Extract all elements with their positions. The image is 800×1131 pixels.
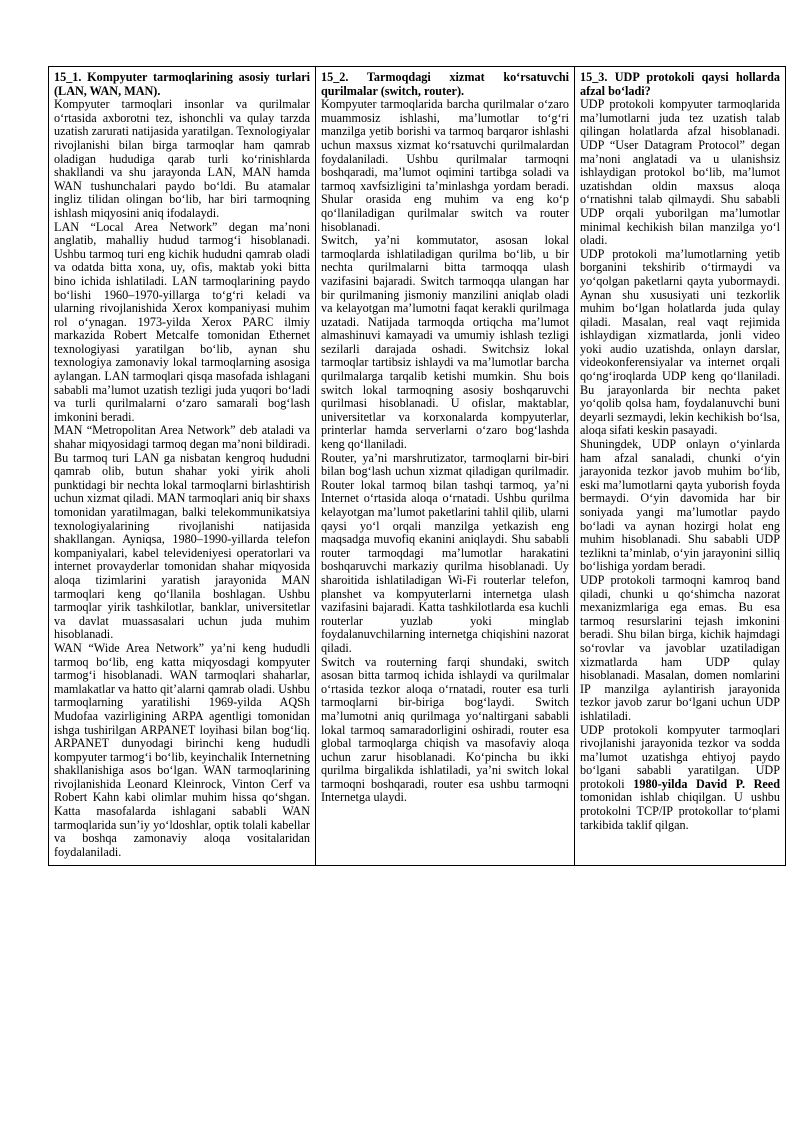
paragraph-15-3-3: Shuningdek, UDP onlayn o‘yinlarda ham afzal sanaladi, chunki o‘yin jarayonida tezkor javob muhim bo‘lib, eski ma’lumotlarni qayta yuborish foyda bermaydi. O‘yin davomida har bir soniyada yangi ma’lumotlar paydo bo‘ladi va aynan hozirgi holat eng muhim hisoblanadi. Shu sababli UDP tezlikni ta’minlab, o‘yin jarayonini silliq bo‘lishiga yordam beradi. xyxy=(580,437,780,574)
paragraph-15-2-3: Router, ya’ni marshrutizator, tarmoqlarni bir-biri bilan bog‘lash uchun xizmat qiladigan qurilmadir. Router lokal tarmoq bilan tashqi tarmoq, ya’ni Internet o‘rtasida aloqa o‘rnatadi. Ushbu qurilma kelayotgan ma’lumot paketlarini tahlil qilib, ularni qaysi yo‘l orqali manzilga yetkazish eng maqsadga muvofiq ekanini aniqlaydi. Shu sababli router tarmoqdagi ma’lumotlar harakatini boshqaruvchi markaziy qurilma hisoblanadi. Uy sharoitida ishlatiladigan Wi-Fi routerlar telefon, planshet va kompyuterlarni internetga ulash vazifasini bajaradi. Katta tashkilotlarda esa kuchli routerlar yuzlab yoki minglab foydalanuvchilarning internetga chiqishini nazorat qiladi. xyxy=(321,450,569,655)
three-column-content-table xyxy=(48,66,786,866)
paragraph-15-2-1: Kompyuter tarmoqlarida barcha qurilmalar o‘zaro muammosiz ishlashi, ma’lumotlar to‘g‘ri manzilga yetib borishi va tarmoq barqaror ishlashi uchun maxsus xizmat ko‘rsatuvchi qurilmalardan foydalaniladi. Ushbu qurilmalar tarmoqni boshqaradi, ma’lumot oqimini tartibga soladi va tarmoq xavfsizligini ta’minlashga yordam beradi. Shular orasida eng muhim va eng ko‘p qo‘llaniladigan qurilmalar switch va router hisoblanadi. xyxy=(321,97,569,234)
final-text-before-bold: UDP protokoli kompyuter tarmoqlari rivojlanishi jarayonida tezkor va sodda ma’lumot uzatishga ehtiyoj paydo bo‘lgani sababli yaratilgan. UDP protokoli xyxy=(580,722,780,791)
cell-content-15-1 xyxy=(54,71,310,859)
question-heading-15-2: 15_2. Tarmoqdagi xizmat ko‘rsatuvchi qurilmalar (switch, router). xyxy=(321,70,569,98)
table-cell-question-15-2 xyxy=(316,67,575,866)
paragraph-15-3-5-final xyxy=(580,724,780,833)
paragraph-15-2-4: Switch va routerning farqi shundaki, switch asosan bitta tarmoq ichida ishlaydi va qurilmalar o‘rtasida tezkor aloqa o‘rnatadi, router esa turli tarmoqlarni bir-biriga bog‘laydi. Switch ma’lumotni aniq qurilmaga yo‘naltirgani sababli lokal tarmoq samaradorligini oshiradi, router esa global tarmoqlarga chiqish va masofaviy aloqa uchun zarur hisoblanadi. Ko‘pincha bu ikki qurilma birgalikda ishlatiladi, ya’ni switch lokal tarmoqni boshqaradi, router esa ushbu tarmoqni Internetga ulaydi. xyxy=(321,654,569,805)
paragraph-15-3-2: UDP protokoli ma’lumotlarning yetib borganini tekshirib o‘tirmaydi va yo‘qolgan paketlarni qayta yubormaydi. Aynan shu xususiyati uni tezkorlik muhim bo‘lgan holatlarda juda qulay qiladi. Masalan, real vaqt rejimida ishlaydigan xizmatlarda, jonli video yoki audio uzatishda, onlayn darslar, videokonferensiyalar va internet orqali qo‘ng‘iroqlarda UDP keng qo‘llaniladi. Bu jarayonlarda bir nechta paket yo‘qolib qolsa ham, foydalanuvchi buni deyarli sezmaydi, lekin kechikish bo‘lsa, aloqa sifati keskin pasayadi. xyxy=(580,246,780,438)
paragraph-15-3-4: UDP protokoli tarmoqni kamroq band qiladi, chunki u qo‘shimcha nazorat mexanizmlariga ega emas. Bu esa tarmoq resurslarini tejash imkonini beradi. Shu bilan birga, kichik hajmdagi so‘rovlar va javoblar uzatiladigan xizmatlarda ham UDP qulay hisoblanadi. Masalan, domen nomlarini IP manzilga aylantirish jarayonida tezkor javob zarur bo‘lgani uchun UDP ishlatiladi. xyxy=(580,572,780,723)
question-heading-15-3: 15_3. UDP protokoli qaysi hollarda afzal bo‘ladi? xyxy=(580,70,780,98)
question-heading-15-1: 15_1. Kompyuter tarmoqlarining asosiy turlari (LAN, WAN, MAN). xyxy=(54,70,310,98)
paragraph-15-1-4: WAN “Wide Area Network” ya’ni keng hududli tarmoq bo‘lib, eng katta miqyosdagi kompyuter tarmog‘i hisoblanadi. WAN tarmoqlari shaharlar, mamlakatlar va hatto qit’alarni qamrab oladi. Ushbu tarmoqlarning yaratilishi 1969-yilda AQSh Mudofaa vazirligining ARPA agentligi tomonidan ishga tushirilgan ARPANET loyihasi bilan bog‘liq. ARPANET dunyodagi birinchi keng hududli kompyuter tarmog‘i bo‘lib, keyinchalik Internetning shakllanishiga asos bo‘lgan. WAN tarmoqlarining rivojlanishida Leonard Kleinrock, Vinton Cerf va Robert Kahn kabi olimlar muhim hissa qo‘shgan. Katta masofalarda ishlagani sababli WAN tarmoqlarida sun’iy yo‘ldoshlar, optik tolali kabellar va boshqa zamonaviy aloqa vositalaridan foydalaniladi. xyxy=(54,640,310,859)
paragraph-15-1-1: Kompyuter tarmoqlari insonlar va qurilmalar o‘rtasida axborotni tez, ishonchli va qulay tarzda uzatish zarurati natijasida yaratilgan. Texnologiyalar rivojlanishi bilan birga tarmoqlar ham qamrab oladigan hududiga qarab turli ko‘rinishlarda shakllandi va shu jarayonda LAN, MAN hamda WAN tushunchalari paydo bo‘ldi. Bu atamalar ingliz tilidan olingan bo‘lib, har biri tarmoqning ishlash miqyosini aniq ifodalaydi. xyxy=(54,97,310,220)
final-text-after-bold: tomonidan ishlab chiqilgan. U ushbu protokolni TCP/IP protokollar to‘plami tarkibida taklif qilgan. xyxy=(580,790,780,832)
cell-content-15-2 xyxy=(321,71,569,805)
paragraph-15-1-3: MAN “Metropolitan Area Network” deb ataladi va shahar miqyosidagi tarmoq degan ma’noni bildiradi. Bu tarmoq turi LAN ga nisbatan kengroq hududni qamrab olib, butun shahar yoki yirik aholi punktidagi bir nechta lokal tarmoqlarni birlashtirish uchun xizmat qiladi. MAN tarmoqlari aniq bir shaxs tomonidan yaratilmagan, balki telekommunikatsiya texnologiyalarining rivojlanishi natijasida shakllangan. Ayniqsa, 1980–1990-yillarda telefon kompaniyalari, kabel televideniyesi operatorlari va internet provayderlar tomonidan shahar miqyosida aloqa tizimlarini yaratish jarayonida MAN tarmoqlari keng qo‘llanila boshlagan. Ushbu tarmoqlar yirik tashkilotlar, banklar, universitetlar va davlat muassasalari uchun juda muhim hisoblanadi. xyxy=(54,423,310,642)
table-cell-question-15-3 xyxy=(575,67,786,866)
paragraph-15-1-2: LAN “Local Area Network” degan ma’noni anglatib, mahalliy hudud tarmog‘i hisoblanadi. Ushbu tarmoq turi eng kichik hududni qamrab oladi va odatda bitta xona, uy, ofis, maktab yoki bitta bino ichida ishlatiladi. LAN tarmoqlarining paydo bo‘lishi 1960–1970-yillarga to‘g‘ri keladi va ularning rivojlanishida Xerox kompaniyasi muhim rol o‘ynagan. 1973-yilda Xerox PARC ilmiy markazida Robert Metcalfe tomonidan Ethernet texnologiyasi yaratilgan bo‘lib, aynan shu texnologiya zamonaviy lokal tarmoqlarning asosiga aylangan. LAN tarmoqlari qisqa masofada ishlagani sababli ma’lumot uzatish tezligi juda yuqori bo‘ladi va turli qurilmalarni o‘zaro samarali bog‘lash imkonini beradi. xyxy=(54,219,310,424)
paragraph-15-2-2: Switch, ya’ni kommutator, asosan lokal tarmoqlarda ishlatiladigan qurilma bo‘lib, u bir nechta qurilmalarni bitta tarmoqqa ulash vazifasini bajaradi. Switch tarmoqqa ulangan har bir qurilmaning jismoniy manzilini aniqlab oladi va kelayotgan ma’lumotni faqat kerakli qurilmaga uzatadi. Natijada tarmoqda ortiqcha ma’lumot almashinuvi kamayadi va umumiy ishlash tezligi sezilarli darajada oshadi. Switchsiz lokal tarmoqlar tartibsiz ishlaydi va ma’lumotlar barcha qurilmalarga tarqalib ketishi mumkin. Shu bois switch lokal tarmoqning asosiy boshqaruvchi qurilmasi hisoblanadi. U ofislar, maktablar, universitetlar va korxonalarda kompyuterlar, printerlar hamda serverlarni o‘zaro bog‘lashda keng qo‘llaniladi. xyxy=(321,233,569,452)
paragraph-15-3-1: UDP protokoli kompyuter tarmoqlarida ma’lumotlarni juda tez uzatish talab qilingan holatlarda afzal hisoblanadi. UDP “User Datagram Protocol” degan ma’noni anglatadi va u ulanishsiz ishlaydigan protokol bo‘lib, ma’lumot uzatishdan oldin maxsus aloqa o‘rnatishni talab qilmaydi. Shu sababli UDP orqali yuborilgan ma’lumotlar minimal kechikish bilan manzilga yo‘l oladi. xyxy=(580,97,780,248)
inventor-date-bold: 1980-yilda David P. Reed xyxy=(633,776,780,791)
table-row xyxy=(49,67,786,866)
cell-content-15-3 xyxy=(580,71,780,832)
table-cell-question-15-1 xyxy=(49,67,316,866)
